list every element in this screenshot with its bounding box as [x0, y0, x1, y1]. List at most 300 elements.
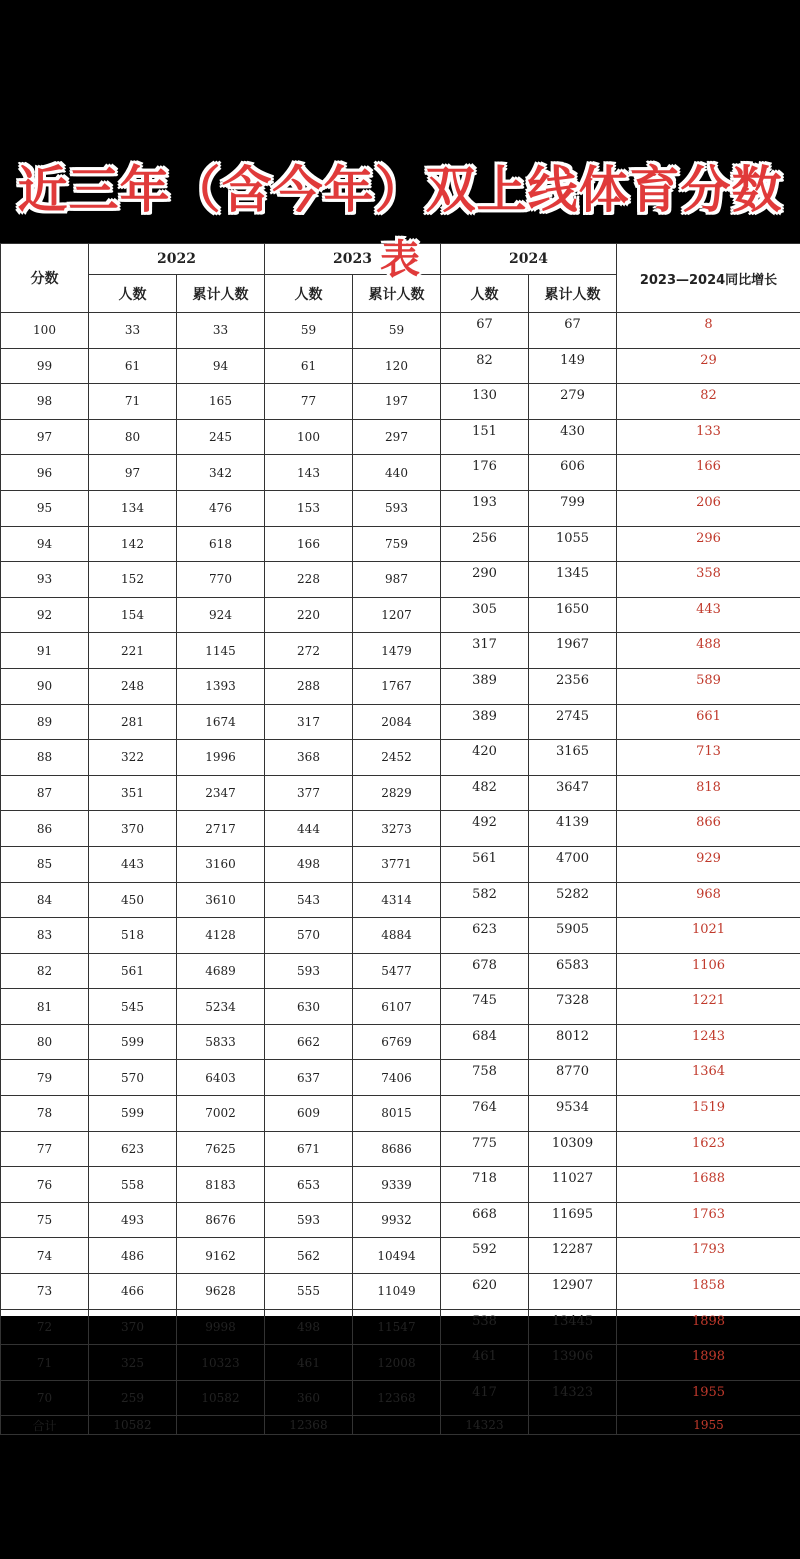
cumulative-2023-cell: 297	[353, 419, 441, 455]
count-2022-cell: 443	[89, 846, 177, 882]
cumulative-2023-cell: 987	[353, 562, 441, 598]
count-2023-cell: 609	[265, 1096, 353, 1132]
cumulative-2024-cell: 13445	[529, 1309, 617, 1345]
cumulative-2024-cell: 12287	[529, 1238, 617, 1274]
growth-cell: 358	[617, 562, 800, 598]
cumulative-2022-cell: 33	[177, 313, 265, 349]
table-row	[1, 1167, 800, 1203]
table-row	[1, 1380, 800, 1416]
cumulative-2023-cell: 1767	[353, 668, 441, 704]
cumulative-2023-cell: 2829	[353, 775, 441, 811]
score-cell: 94	[1, 526, 89, 562]
count-2022-cell: 545	[89, 989, 177, 1025]
score-cell: 80	[1, 1024, 89, 1060]
count-2023-cell: 368	[265, 740, 353, 776]
count-2022-cell: 570	[89, 1060, 177, 1096]
score-cell: 71	[1, 1345, 89, 1381]
score-cell: 100	[1, 313, 89, 349]
count-2023-cell: 555	[265, 1274, 353, 1310]
cumulative-2022-cell: 1996	[177, 740, 265, 776]
count-2024-cell: 82	[441, 348, 529, 384]
cumulative-2022-cell: 94	[177, 348, 265, 384]
cumulative-2023-cell: 440	[353, 455, 441, 491]
score-cell: 81	[1, 989, 89, 1025]
count-2023-cell: 671	[265, 1131, 353, 1167]
cumulative-2024-cell: 6583	[529, 953, 617, 989]
count-2024-cell: 305	[441, 597, 529, 633]
cumulative-2024-cell: 606	[529, 455, 617, 491]
count-2024-cell: 461	[441, 1345, 529, 1381]
count-2024-cell: 592	[441, 1238, 529, 1274]
score-cell: 95	[1, 490, 89, 526]
cumulative-2024-cell: 3647	[529, 775, 617, 811]
score-cell: 93	[1, 562, 89, 598]
count-2023-cell: 77	[265, 384, 353, 420]
count-2022-cell: 322	[89, 740, 177, 776]
score-cell: 78	[1, 1096, 89, 1132]
cumulative-2024-cell: 799	[529, 490, 617, 526]
table-row	[1, 1309, 800, 1345]
growth-cell: 713	[617, 740, 800, 776]
score-cell: 99	[1, 348, 89, 384]
cumulative-2023-cell: 59	[353, 313, 441, 349]
count-2024-cell: 764	[441, 1096, 529, 1132]
cumulative-2023-cell: 759	[353, 526, 441, 562]
cumulative-2024-cell: 67	[529, 313, 617, 349]
count-2024-cell: 482	[441, 775, 529, 811]
count-2022-cell: 142	[89, 526, 177, 562]
count-2023-cell: 360	[265, 1380, 353, 1416]
count-2024-cell: 758	[441, 1060, 529, 1096]
cumulative-2024-cell: 12907	[529, 1274, 617, 1310]
cumulative-2024-cell: 9534	[529, 1096, 617, 1132]
cumulative-2024-cell: 4700	[529, 846, 617, 882]
count-2024-cell: 745	[441, 989, 529, 1025]
cumulative-2022-cell: 2347	[177, 775, 265, 811]
count-2022-cell: 325	[89, 1345, 177, 1381]
total-count-2024: 14323	[441, 1416, 529, 1435]
cumulative-2022-cell: 1674	[177, 704, 265, 740]
count-2022-cell: 80	[89, 419, 177, 455]
cumulative-2024-cell: 3165	[529, 740, 617, 776]
cumulative-2024-cell: 7328	[529, 989, 617, 1025]
count-2022-cell: 71	[89, 384, 177, 420]
growth-cell: 1898	[617, 1309, 800, 1345]
score-cell: 96	[1, 455, 89, 491]
score-cell: 85	[1, 846, 89, 882]
cumulative-2022-cell: 9998	[177, 1309, 265, 1345]
cumulative-2022-cell: 4689	[177, 953, 265, 989]
count-2023-cell: 461	[265, 1345, 353, 1381]
score-cell: 75	[1, 1202, 89, 1238]
growth-cell: 82	[617, 384, 800, 420]
growth-cell: 589	[617, 668, 800, 704]
page-title: 近三年（含今年）双上线体育分数	[17, 161, 783, 219]
count-2023-cell: 153	[265, 490, 353, 526]
cumulative-2024-cell: 14323	[529, 1380, 617, 1416]
count-2022-cell: 518	[89, 918, 177, 954]
total-row	[1, 1416, 800, 1435]
growth-cell: 1106	[617, 953, 800, 989]
count-2023-cell: 100	[265, 419, 353, 455]
count-2023-cell: 570	[265, 918, 353, 954]
growth-cell: 1623	[617, 1131, 800, 1167]
growth-cell: 818	[617, 775, 800, 811]
count-2024-cell: 492	[441, 811, 529, 847]
growth-cell: 133	[617, 419, 800, 455]
cumulative-2022-cell: 618	[177, 526, 265, 562]
count-2023-cell: 593	[265, 953, 353, 989]
cumulative-2022-cell: 924	[177, 597, 265, 633]
growth-cell: 968	[617, 882, 800, 918]
score-cell: 73	[1, 1274, 89, 1310]
count-2024-cell: 389	[441, 668, 529, 704]
cumulative-2024-cell: 5282	[529, 882, 617, 918]
score-cell: 97	[1, 419, 89, 455]
table-row	[1, 348, 800, 384]
count-2023-cell: 444	[265, 811, 353, 847]
cumulative-2024-cell: 1055	[529, 526, 617, 562]
cumulative-2022-cell: 1145	[177, 633, 265, 669]
cumulative-2023-cell: 120	[353, 348, 441, 384]
cumulative-2023-cell: 593	[353, 490, 441, 526]
table-row	[1, 1131, 800, 1167]
cumulative-2024-cell: 4139	[529, 811, 617, 847]
header-cumulative-2022: 累计人数	[177, 275, 265, 313]
cumulative-2023-cell: 12368	[353, 1380, 441, 1416]
cumulative-2024-cell: 8012	[529, 1024, 617, 1060]
count-2024-cell: 389	[441, 704, 529, 740]
cumulative-2022-cell: 770	[177, 562, 265, 598]
table-row	[1, 455, 800, 491]
count-2022-cell: 281	[89, 704, 177, 740]
cumulative-2023-cell: 11049	[353, 1274, 441, 1310]
count-2022-cell: 259	[89, 1380, 177, 1416]
score-cell: 98	[1, 384, 89, 420]
count-2022-cell: 97	[89, 455, 177, 491]
cumulative-2022-cell: 10582	[177, 1380, 265, 1416]
count-2023-cell: 228	[265, 562, 353, 598]
count-2023-cell: 543	[265, 882, 353, 918]
growth-cell: 488	[617, 633, 800, 669]
score-cell: 76	[1, 1167, 89, 1203]
cumulative-2024-cell: 2745	[529, 704, 617, 740]
count-2022-cell: 370	[89, 811, 177, 847]
count-2022-cell: 134	[89, 490, 177, 526]
count-2024-cell: 678	[441, 953, 529, 989]
count-2024-cell: 256	[441, 526, 529, 562]
cumulative-2023-cell: 3771	[353, 846, 441, 882]
cumulative-2023-cell: 2452	[353, 740, 441, 776]
cumulative-2022-cell: 7002	[177, 1096, 265, 1132]
cumulative-2023-cell: 6107	[353, 989, 441, 1025]
header-count-2022: 人数	[89, 275, 177, 313]
table-row	[1, 918, 800, 954]
count-2022-cell: 248	[89, 668, 177, 704]
cumulative-2024-cell: 1650	[529, 597, 617, 633]
cumulative-2022-cell: 165	[177, 384, 265, 420]
count-2023-cell: 630	[265, 989, 353, 1025]
table-row	[1, 597, 800, 633]
cumulative-2024-cell: 10309	[529, 1131, 617, 1167]
empty-cell	[529, 1416, 617, 1435]
growth-cell: 296	[617, 526, 800, 562]
cumulative-2022-cell: 3160	[177, 846, 265, 882]
growth-cell: 443	[617, 597, 800, 633]
table-row	[1, 846, 800, 882]
cumulative-2022-cell: 10323	[177, 1345, 265, 1381]
count-2024-cell: 176	[441, 455, 529, 491]
count-2022-cell: 61	[89, 348, 177, 384]
cumulative-2022-cell: 6403	[177, 1060, 265, 1096]
table-row	[1, 384, 800, 420]
growth-cell: 1021	[617, 918, 800, 954]
header-count-2023: 人数	[265, 275, 353, 313]
count-2024-cell: 420	[441, 740, 529, 776]
total-label: 合计	[1, 1416, 89, 1435]
cumulative-2024-cell: 1967	[529, 633, 617, 669]
growth-cell: 661	[617, 704, 800, 740]
cumulative-2022-cell: 342	[177, 455, 265, 491]
score-cell: 88	[1, 740, 89, 776]
score-table	[0, 243, 800, 1435]
count-2022-cell: 370	[89, 1309, 177, 1345]
growth-cell: 206	[617, 490, 800, 526]
growth-cell: 866	[617, 811, 800, 847]
count-2023-cell: 220	[265, 597, 353, 633]
score-cell: 70	[1, 1380, 89, 1416]
cumulative-2024-cell: 149	[529, 348, 617, 384]
growth-cell: 1858	[617, 1274, 800, 1310]
count-2022-cell: 351	[89, 775, 177, 811]
count-2023-cell: 637	[265, 1060, 353, 1096]
count-2024-cell: 582	[441, 882, 529, 918]
cumulative-2024-cell: 11695	[529, 1202, 617, 1238]
cumulative-2023-cell: 7406	[353, 1060, 441, 1096]
cumulative-2023-cell: 6769	[353, 1024, 441, 1060]
cumulative-2022-cell: 4128	[177, 918, 265, 954]
cumulative-2023-cell: 4884	[353, 918, 441, 954]
total-count-2022: 10582	[89, 1416, 177, 1435]
cumulative-2022-cell: 9628	[177, 1274, 265, 1310]
growth-cell: 1221	[617, 989, 800, 1025]
cumulative-2022-cell: 5833	[177, 1024, 265, 1060]
table-row	[1, 740, 800, 776]
count-2022-cell: 152	[89, 562, 177, 598]
cumulative-2022-cell: 5234	[177, 989, 265, 1025]
total-growth: 1955	[617, 1416, 800, 1435]
count-2022-cell: 599	[89, 1024, 177, 1060]
count-2024-cell: 317	[441, 633, 529, 669]
score-cell: 84	[1, 882, 89, 918]
count-2022-cell: 561	[89, 953, 177, 989]
table-row	[1, 989, 800, 1025]
count-2022-cell: 493	[89, 1202, 177, 1238]
count-2023-cell: 143	[265, 455, 353, 491]
cumulative-2023-cell: 8686	[353, 1131, 441, 1167]
cumulative-2023-cell: 12008	[353, 1345, 441, 1381]
cumulative-2024-cell: 2356	[529, 668, 617, 704]
total-count-2023: 12368	[265, 1416, 353, 1435]
header-count-2024: 人数	[441, 275, 529, 313]
cumulative-2023-cell: 8015	[353, 1096, 441, 1132]
score-cell: 86	[1, 811, 89, 847]
table-row	[1, 882, 800, 918]
cumulative-2022-cell: 8676	[177, 1202, 265, 1238]
cumulative-2022-cell: 1393	[177, 668, 265, 704]
cumulative-2023-cell: 1207	[353, 597, 441, 633]
table-row	[1, 313, 800, 349]
growth-cell: 1793	[617, 1238, 800, 1274]
score-cell: 92	[1, 597, 89, 633]
growth-cell: 1243	[617, 1024, 800, 1060]
header-cumulative-2023: 累计人数	[353, 275, 441, 313]
header-year-2024: 2024	[441, 244, 617, 275]
score-cell: 74	[1, 1238, 89, 1274]
table-row	[1, 1024, 800, 1060]
table-row	[1, 633, 800, 669]
score-cell: 79	[1, 1060, 89, 1096]
table-row	[1, 1238, 800, 1274]
count-2023-cell: 593	[265, 1202, 353, 1238]
table-row	[1, 419, 800, 455]
table-row	[1, 668, 800, 704]
count-2024-cell: 193	[441, 490, 529, 526]
count-2022-cell: 558	[89, 1167, 177, 1203]
count-2023-cell: 377	[265, 775, 353, 811]
count-2024-cell: 775	[441, 1131, 529, 1167]
count-2023-cell: 166	[265, 526, 353, 562]
count-2024-cell: 290	[441, 562, 529, 598]
count-2023-cell: 288	[265, 668, 353, 704]
cumulative-2022-cell: 476	[177, 490, 265, 526]
score-cell: 82	[1, 953, 89, 989]
table-row	[1, 1096, 800, 1132]
count-2024-cell: 623	[441, 918, 529, 954]
table-row	[1, 811, 800, 847]
cumulative-2022-cell: 7625	[177, 1131, 265, 1167]
count-2023-cell: 498	[265, 1309, 353, 1345]
cumulative-2024-cell: 11027	[529, 1167, 617, 1203]
growth-cell: 8	[617, 313, 800, 349]
count-2024-cell: 684	[441, 1024, 529, 1060]
count-2022-cell: 221	[89, 633, 177, 669]
growth-cell: 1364	[617, 1060, 800, 1096]
empty-cell	[353, 1416, 441, 1435]
growth-cell: 1519	[617, 1096, 800, 1132]
growth-cell: 166	[617, 455, 800, 491]
cumulative-2023-cell: 5477	[353, 953, 441, 989]
score-cell: 91	[1, 633, 89, 669]
count-2022-cell: 623	[89, 1131, 177, 1167]
count-2023-cell: 317	[265, 704, 353, 740]
cumulative-2023-cell: 1479	[353, 633, 441, 669]
count-2023-cell: 272	[265, 633, 353, 669]
growth-cell: 1955	[617, 1380, 800, 1416]
count-2024-cell: 718	[441, 1167, 529, 1203]
count-2022-cell: 466	[89, 1274, 177, 1310]
cumulative-2023-cell: 3273	[353, 811, 441, 847]
score-cell: 90	[1, 668, 89, 704]
count-2022-cell: 486	[89, 1238, 177, 1274]
count-2024-cell: 417	[441, 1380, 529, 1416]
growth-cell: 929	[617, 846, 800, 882]
table-row	[1, 953, 800, 989]
cumulative-2023-cell: 9339	[353, 1167, 441, 1203]
cumulative-2023-cell: 10494	[353, 1238, 441, 1274]
table-row	[1, 526, 800, 562]
cumulative-2023-cell: 4314	[353, 882, 441, 918]
table-row	[1, 490, 800, 526]
cumulative-2024-cell: 13906	[529, 1345, 617, 1381]
count-2024-cell: 67	[441, 313, 529, 349]
count-2023-cell: 662	[265, 1024, 353, 1060]
count-2022-cell: 154	[89, 597, 177, 633]
count-2023-cell: 61	[265, 348, 353, 384]
cumulative-2024-cell: 5905	[529, 918, 617, 954]
table-row	[1, 1202, 800, 1238]
growth-cell: 29	[617, 348, 800, 384]
growth-cell: 1763	[617, 1202, 800, 1238]
cumulative-2022-cell: 2717	[177, 811, 265, 847]
cumulative-2022-cell: 8183	[177, 1167, 265, 1203]
count-2024-cell: 538	[441, 1309, 529, 1345]
header-growth: 2023—2024同比增长	[617, 244, 800, 313]
table-row	[1, 1274, 800, 1310]
count-2022-cell: 33	[89, 313, 177, 349]
count-2023-cell: 498	[265, 846, 353, 882]
cumulative-2022-cell: 3610	[177, 882, 265, 918]
cumulative-2022-cell: 9162	[177, 1238, 265, 1274]
cumulative-2024-cell: 1345	[529, 562, 617, 598]
count-2024-cell: 668	[441, 1202, 529, 1238]
cumulative-2024-cell: 279	[529, 384, 617, 420]
cumulative-2023-cell: 9932	[353, 1202, 441, 1238]
score-cell: 89	[1, 704, 89, 740]
header-score: 分数	[1, 244, 89, 313]
score-table-sheet	[0, 243, 800, 1433]
table-row	[1, 1060, 800, 1096]
score-cell: 83	[1, 918, 89, 954]
page-title-continued: 表	[380, 237, 420, 283]
count-2023-cell: 653	[265, 1167, 353, 1203]
count-2022-cell: 450	[89, 882, 177, 918]
cumulative-2023-cell: 11547	[353, 1309, 441, 1345]
count-2022-cell: 599	[89, 1096, 177, 1132]
score-cell: 77	[1, 1131, 89, 1167]
count-2023-cell: 562	[265, 1238, 353, 1274]
count-2024-cell: 561	[441, 846, 529, 882]
growth-cell: 1898	[617, 1345, 800, 1381]
table-row	[1, 775, 800, 811]
count-2024-cell: 130	[441, 384, 529, 420]
score-cell: 72	[1, 1309, 89, 1345]
cumulative-2023-cell: 2084	[353, 704, 441, 740]
cumulative-2024-cell: 430	[529, 419, 617, 455]
header-year-2022: 2022	[89, 244, 265, 275]
cumulative-2023-cell: 197	[353, 384, 441, 420]
header-cumulative-2024: 累计人数	[529, 275, 617, 313]
count-2023-cell: 59	[265, 313, 353, 349]
table-row	[1, 562, 800, 598]
cumulative-2022-cell: 245	[177, 419, 265, 455]
header-year-2023: 2023	[265, 244, 441, 275]
score-cell: 87	[1, 775, 89, 811]
empty-cell	[177, 1416, 265, 1435]
count-2024-cell: 151	[441, 419, 529, 455]
cumulative-2024-cell: 8770	[529, 1060, 617, 1096]
table-row	[1, 1345, 800, 1381]
